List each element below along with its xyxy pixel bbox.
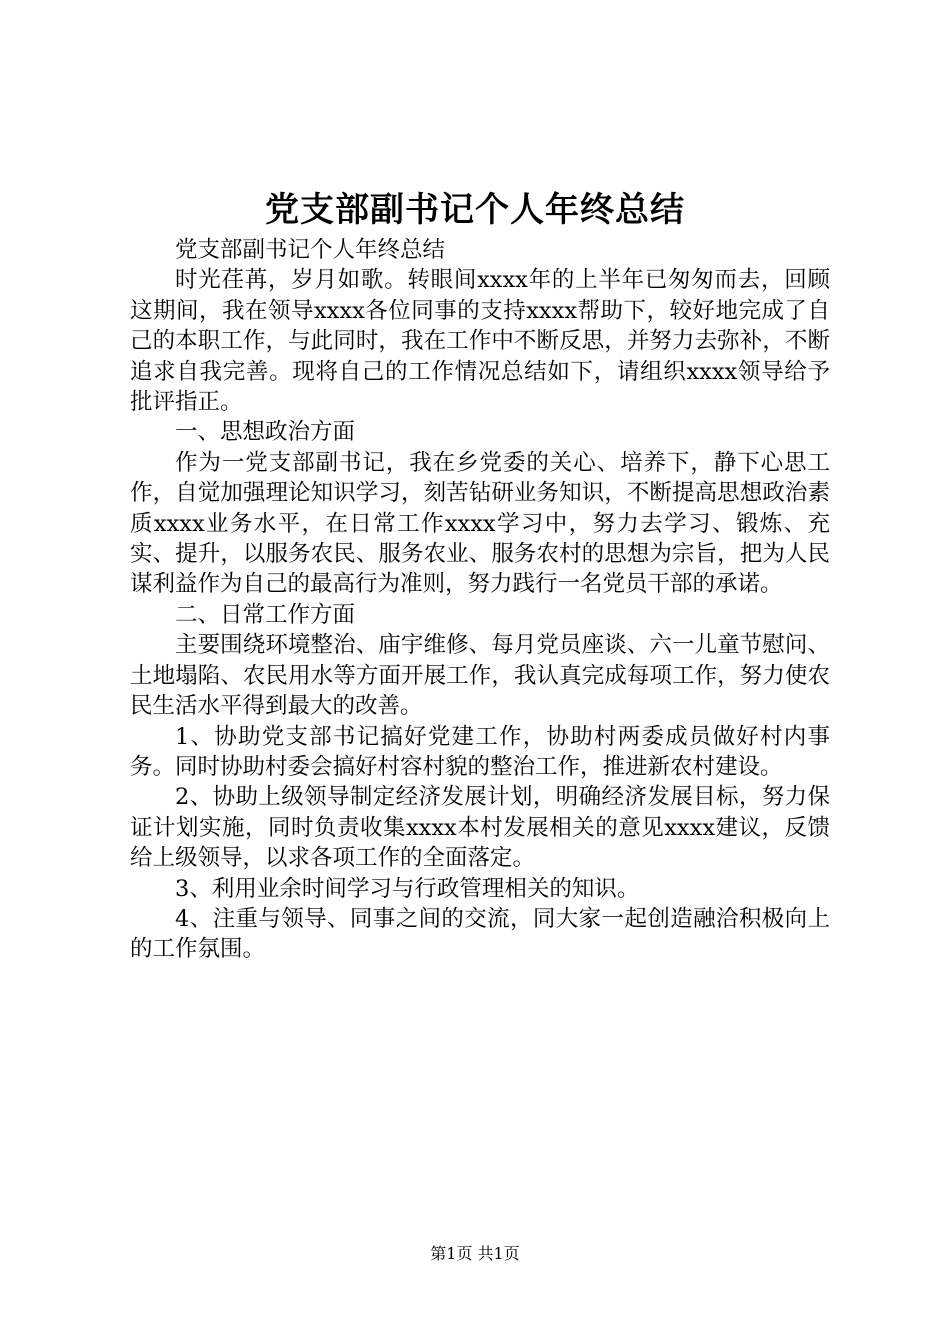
document-title: 党支部副书记个人年终总结 [265,190,685,230]
document-body [130,235,830,965]
section-heading-daily-work: 二、日常工作方面 [175,601,356,628]
paragraph-intro: 时光荏苒，岁月如歌。转眼间xxxx年的上半年已匆匆而去，回顾这期间，我在领导xxxx各位同事的支持xxxx帮助下，较好地完成了自己的本职工作，与此同时，我在工作中不断反思，并努力去弥补，不断追求自我完善。现将自己的工作情况总结如下，请组织xxxx领导给予批评指正。 [130,267,830,416]
paragraph-ideology: 作为一党支部副书记，我在乡党委的关心、培养下，静下心思工作，自觉加强理论知识学习，刻苦钻研业务知识，不断提高思想政治素质xxxx业务水平，在日常工作xxxx学习中，努力去学习、锻炼、充实、提升，以服务农民、服务农业、服务农村的思想为宗旨，把为人民谋利益作为自己的最高行为准则，努力践行一名党员干部的承诺。 [130,449,830,598]
list-item-3: 3、利用业余时间学习与行政管理相关的知识。 [175,875,640,902]
section-heading-ideology: 一、思想政治方面 [175,419,356,446]
paragraph-daily-work: 主要围绕环境整治、庙宇维修、每月党员座谈、六一儿童节慰问、土地塌陷、农民用水等方面开展工作，我认真完成每项工作，努力使农民生活水平得到最大的改善。 [130,632,830,720]
list-item-2: 2、协助上级领导制定经济发展计划，明确经济发展目标，努力保证计划实施，同时负责收集xxxx本村发展相关的意见xxxx建议，反馈给上级领导，以求各项工作的全面落定。 [130,784,830,872]
paragraph-subtitle: 党支部副书记个人年终总结 [175,237,446,263]
list-item-4: 4、注重与领导、同事之间的交流，同大家一起创造融洽积极向上的工作氛围。 [130,905,830,963]
list-item-1: 1、协助党支部书记搞好党建工作，协助村两委成员做好村内事务。同时协助村委会搞好村容村貌的整治工作，推进新农村建设。 [130,723,830,780]
page-footer: 第1页 共1页 [430,1244,520,1263]
